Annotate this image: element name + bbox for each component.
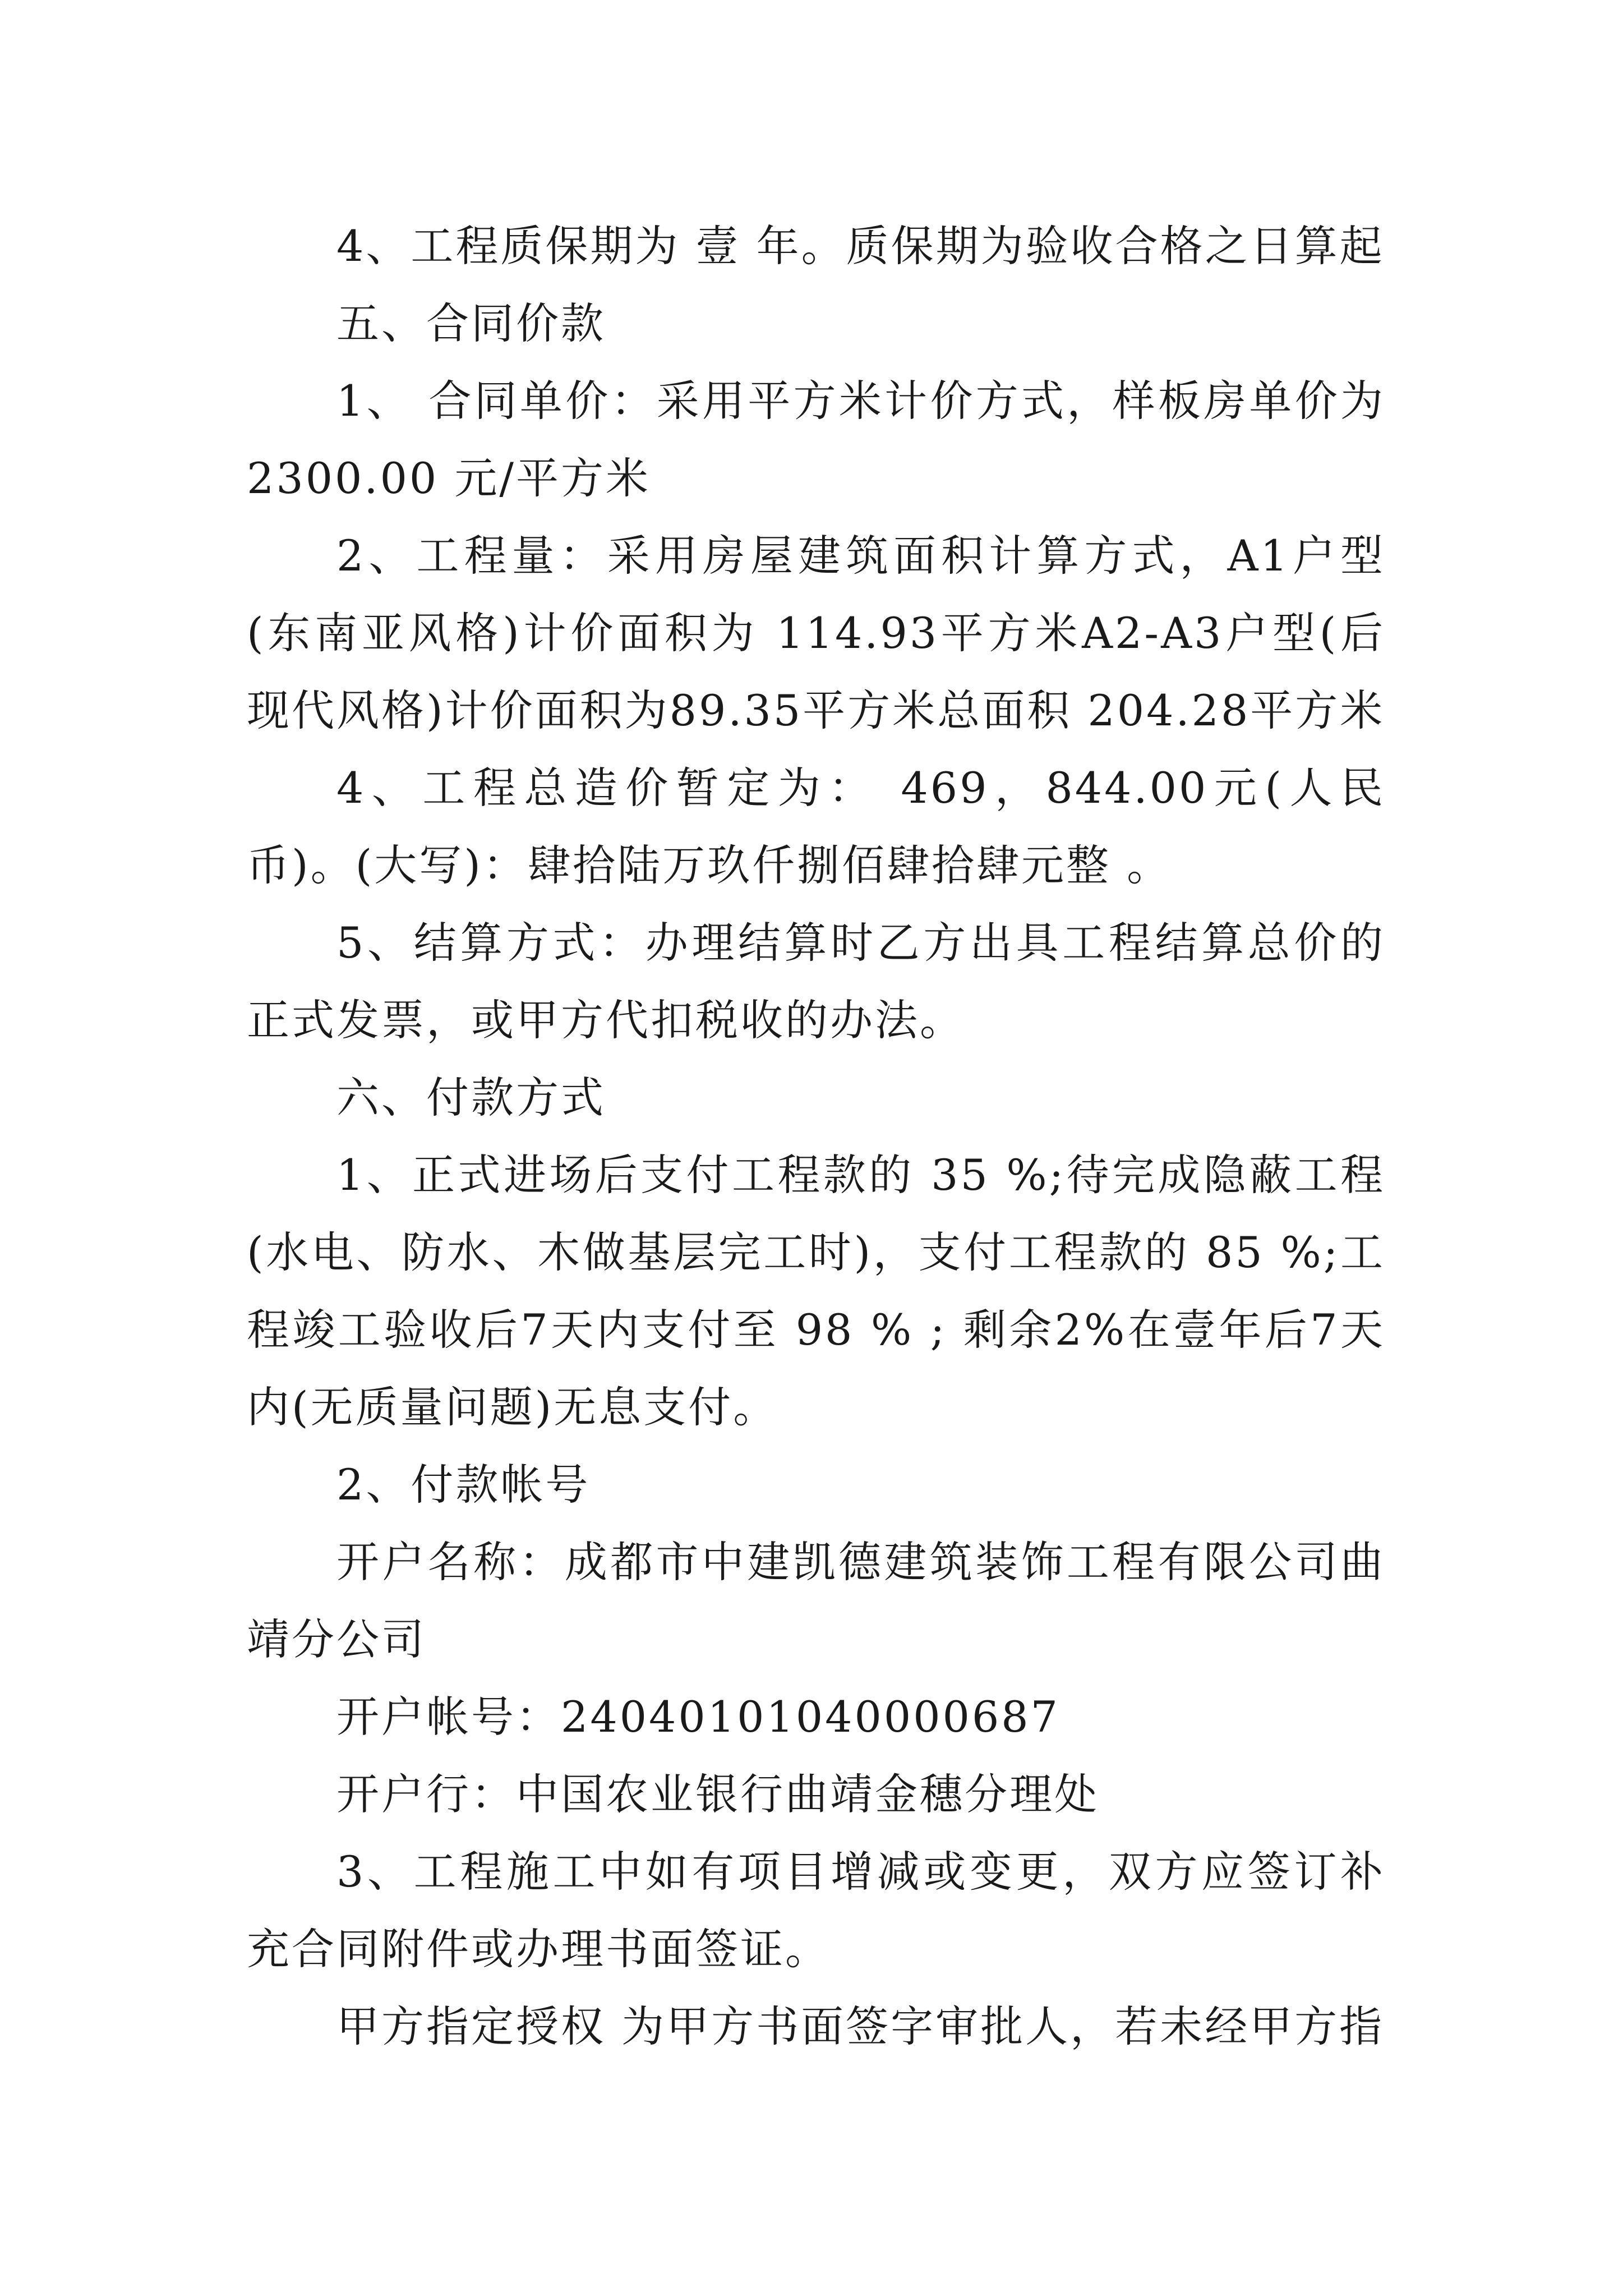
paragraph-warranty-period: 4、工程质保期为 壹 年。质保期为验收合格之日算起: [336, 221, 1385, 271]
heading-payment-method: 六、付款方式: [336, 1073, 606, 1122]
paragraph-payment-schedule: 1、正式进场后支付工程款的 35 %;待完成隐蔽工程(水电、防水、木做基层完工时)，支付工程款的 85 %;工程竣工验收后7天内支付至 98 % ; 剩余2%在壹年后7天内(无质量问题)无息支付。: [247, 1150, 1385, 1432]
paragraph-settlement: 5、结算方式：办理结算时乙方出具工程结算总价的正式发票，或甲方代扣税收的办法。: [247, 918, 1385, 1045]
paragraph-bank: 开户行：中国农业银行曲靖金穗分理处: [336, 1769, 1099, 1819]
paragraph-changes: 3、工程施工中如有项目增减或变更，双方应签订补充合同附件或办理书面签证。: [247, 1847, 1385, 1974]
heading-payment-account: 2、付款帐号: [336, 1460, 591, 1510]
document-page: [247, 208, 1385, 2065]
paragraph-account-name: 开户名称：成都市中建凯德建筑装饰工程有限公司曲靖分公司: [247, 1537, 1385, 1664]
paragraph-quantities: 2、工程量：采用房屋建筑面积计算方式，A1户型(东南亚风格)计价面积为 114.93平方米A2-A3户型(后现代风格)计价面积为89.35平方米总面积 204.28平方米: [247, 531, 1385, 735]
paragraph-unit-price: 1、 合同单价：采用平方米计价方式，样板房单价为 2300.00 元/平方米: [247, 376, 1385, 503]
paragraph-account-number: 开户帐号：24040101040000687: [336, 1692, 1061, 1742]
heading-contract-price: 五、合同价款: [336, 298, 606, 348]
paragraph-total-price: 4、工程总造价暂定为： 469，844.00元(人民币)。(大写)：肆拾陆万玖仟捌佰肆拾肆元整 。: [247, 763, 1385, 890]
paragraph-authorization: 甲方指定授权 为甲方书面签字审批人，若未经甲方指: [336, 2001, 1385, 2051]
